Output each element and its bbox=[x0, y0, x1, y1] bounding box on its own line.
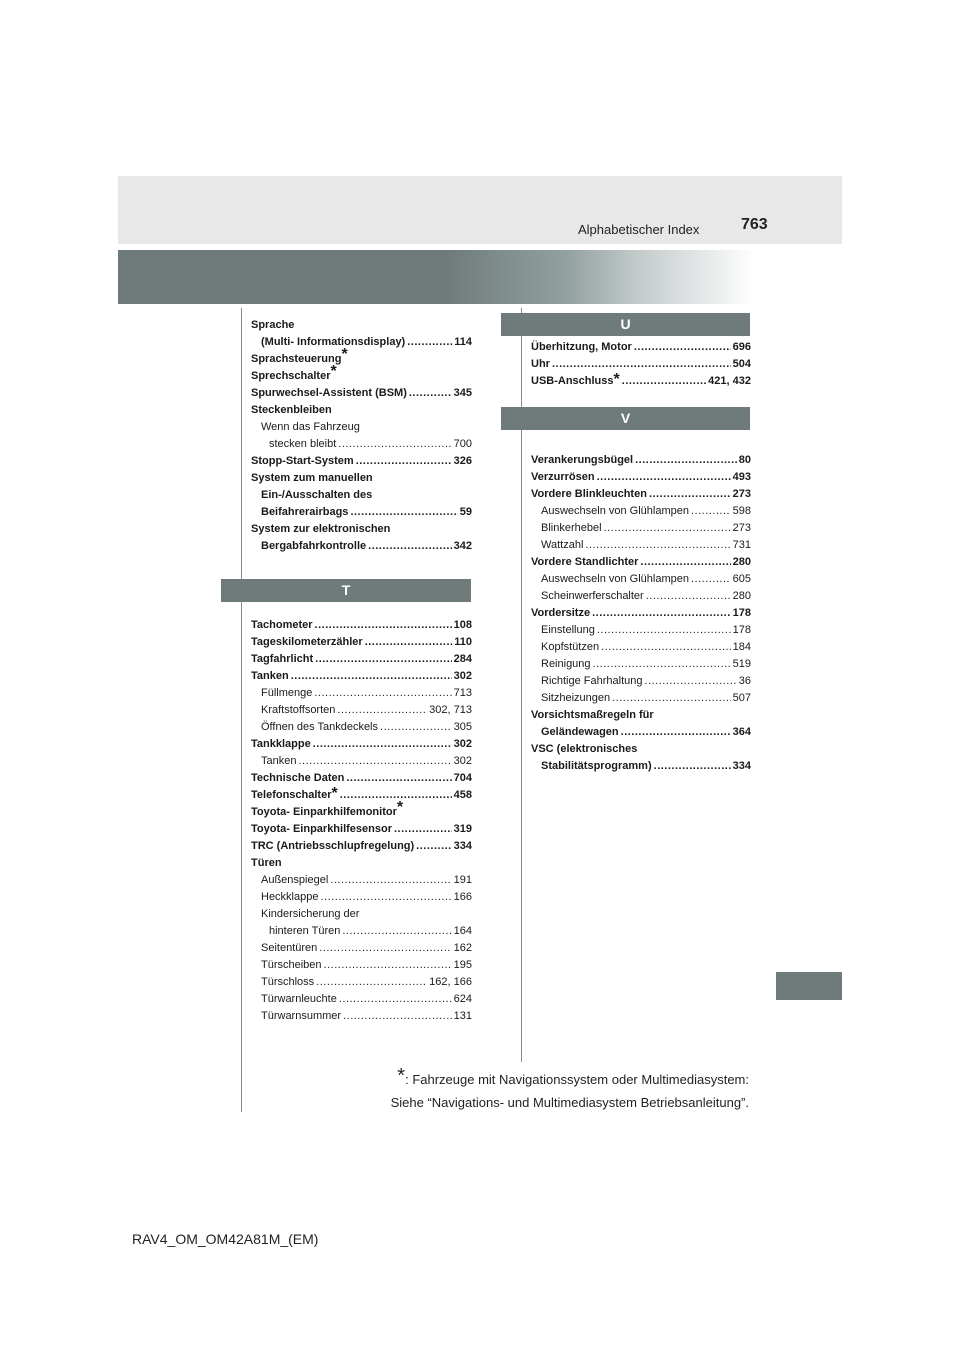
index-entry-term: Wattzahl bbox=[541, 539, 584, 551]
index-entry-page: 195 bbox=[453, 959, 472, 971]
dot-leader bbox=[649, 486, 731, 503]
index-entry bbox=[531, 741, 751, 758]
index-entry-term: Geländewagen bbox=[541, 726, 619, 738]
index-entry-page: 326 bbox=[453, 455, 472, 467]
index-entry bbox=[251, 346, 472, 368]
left-column bbox=[251, 317, 472, 1025]
index-entry-term: Kopfstützen bbox=[541, 641, 600, 653]
index-entry-term: Sprachsteuerung bbox=[251, 353, 342, 365]
dot-leader bbox=[314, 685, 451, 702]
index-entry-page: 59 bbox=[459, 506, 472, 518]
section-title: Alphabetischer Index bbox=[578, 222, 700, 237]
index-entry-term: Steckenbleiben bbox=[251, 404, 332, 416]
dot-leader bbox=[634, 339, 731, 356]
dot-leader bbox=[342, 923, 451, 940]
index-entry-term: System zum manuellen bbox=[251, 472, 373, 484]
index-entry-page: 178 bbox=[732, 624, 751, 636]
index-entry-page: 319 bbox=[453, 823, 472, 835]
index-entry-page: 191 bbox=[453, 874, 472, 886]
index-entry-page: 280 bbox=[732, 590, 751, 602]
footnote-line-2: Siehe “Navigations- und Multimediasystem Betriebsanleitung”. bbox=[390, 1095, 749, 1110]
dot-leader bbox=[298, 753, 451, 770]
index-entry-page: 493 bbox=[732, 471, 751, 483]
index-entry-term: Beifahrerairbags bbox=[261, 506, 349, 518]
index-entry-term: Kraftstoffsorten bbox=[261, 704, 336, 716]
index-entry-term: Toyota- Einparkhilfemonitor bbox=[251, 806, 397, 818]
dot-leader bbox=[350, 504, 457, 521]
dot-leader bbox=[654, 758, 731, 775]
footnote-star: * bbox=[397, 1065, 406, 1087]
index-entry-page: 421, 432 bbox=[708, 375, 751, 387]
index-entry bbox=[531, 690, 751, 707]
index-entry-page: 342 bbox=[453, 540, 472, 552]
index-entry bbox=[251, 470, 472, 487]
dot-leader bbox=[343, 1008, 452, 1025]
index-entry-term: Verankerungsbügel bbox=[531, 454, 634, 466]
index-entry-page: 345 bbox=[453, 387, 472, 399]
index-entry-term: Technische Daten bbox=[251, 772, 345, 784]
dot-leader bbox=[315, 651, 452, 668]
index-entry-term: Türschloss bbox=[261, 976, 315, 988]
index-entry-term: Tagfahrlicht bbox=[251, 653, 314, 665]
index-entry bbox=[531, 356, 751, 373]
index-entry bbox=[531, 605, 751, 622]
dot-leader bbox=[409, 385, 452, 402]
dot-leader bbox=[346, 770, 451, 787]
index-entry bbox=[531, 639, 751, 656]
index-entry bbox=[251, 402, 472, 419]
index-entry-term: Türscheiben bbox=[261, 959, 322, 971]
index-entry bbox=[531, 339, 751, 356]
index-entry-page: 131 bbox=[453, 1010, 472, 1022]
index-entry-term: Spurwechsel-Assistent (BSM) bbox=[251, 387, 407, 399]
index-entry bbox=[251, 821, 472, 838]
index-entry-page: 624 bbox=[453, 993, 472, 1005]
index-entry-term: Bergabfahrkontrolle bbox=[261, 540, 367, 552]
index-entry-term: Scheinwerferschalter bbox=[541, 590, 644, 602]
dot-leader bbox=[337, 702, 427, 719]
dot-leader bbox=[368, 538, 452, 555]
dot-leader bbox=[691, 571, 731, 588]
index-entry bbox=[251, 685, 472, 702]
index-entry bbox=[251, 799, 472, 821]
header-band bbox=[118, 250, 842, 304]
right-column bbox=[531, 339, 751, 775]
dot-leader bbox=[339, 991, 452, 1008]
index-entry-page: 110 bbox=[454, 636, 472, 648]
entries-t-group bbox=[251, 617, 472, 1025]
dot-leader bbox=[585, 537, 730, 554]
index-entry-page: 704 bbox=[453, 772, 472, 784]
index-entry bbox=[251, 504, 472, 521]
dot-leader bbox=[330, 872, 451, 889]
index-entry-term: Kindersicherung der bbox=[261, 908, 360, 920]
index-entry bbox=[251, 521, 472, 538]
index-entry: USB-Anschluss * ..... 421, 432 bbox=[531, 373, 751, 390]
index-entry bbox=[251, 855, 472, 872]
index-entry-page: 334 bbox=[732, 760, 751, 772]
dot-leader bbox=[313, 736, 452, 753]
index-entry-page: 114 bbox=[454, 336, 472, 348]
footnote-marker: * bbox=[330, 363, 337, 380]
index-entry-page: 305 bbox=[453, 721, 472, 733]
footnote-marker: * bbox=[396, 799, 404, 816]
index-entry bbox=[531, 469, 751, 486]
index-entry-page: 504 bbox=[732, 358, 751, 370]
index-entry bbox=[251, 957, 472, 974]
index-entry bbox=[251, 991, 472, 1008]
dot-leader bbox=[416, 838, 451, 855]
document-code: RAV4_OM_OM42A81M_(EM) bbox=[132, 1231, 319, 1247]
index-entry bbox=[251, 419, 472, 436]
index-entry-term: Ein-/Ausschalten des bbox=[261, 489, 373, 501]
index-entry-page: 302, 713 bbox=[429, 704, 472, 716]
index-entry-page: 458 bbox=[453, 789, 472, 801]
dot-leader bbox=[691, 503, 731, 520]
index-entry-term: Tanken bbox=[261, 755, 297, 767]
header-bar bbox=[118, 176, 842, 244]
letter-bar-u bbox=[501, 313, 750, 336]
index-entry-page: 605 bbox=[732, 573, 751, 585]
index-entry-page: 302 bbox=[453, 670, 472, 682]
index-entry bbox=[531, 520, 751, 537]
index-entry-term: Richtige Fahrhaltung bbox=[541, 675, 643, 687]
dot-leader bbox=[338, 436, 451, 453]
dot-leader bbox=[601, 639, 731, 656]
index-entry-page: 713 bbox=[453, 687, 472, 699]
index-entry-page: 334 bbox=[453, 840, 472, 852]
index-entry bbox=[531, 537, 751, 554]
index-entry-term: Öffnen des Tankdeckels bbox=[261, 721, 379, 733]
dot-leader bbox=[394, 821, 452, 838]
index-entry-term: Auswechseln von Glühlampen bbox=[541, 573, 689, 585]
index-entry bbox=[531, 452, 751, 469]
entries-s-group bbox=[251, 317, 472, 555]
index-entry-term: Überhitzung, Motor bbox=[531, 341, 632, 353]
index-entry-term: Vordere Standlichter bbox=[531, 556, 639, 568]
dot-leader bbox=[597, 622, 731, 639]
index-entry-term: TRC (Antriebsschlupfregelung) bbox=[251, 840, 415, 852]
index-entry-term: Tachometer bbox=[251, 619, 313, 631]
index-entry bbox=[251, 974, 472, 991]
footnote-marker: * bbox=[341, 346, 348, 363]
index-entry-term: Seitentüren bbox=[261, 942, 318, 954]
index-entry-term: Außenspiegel bbox=[261, 874, 329, 886]
dot-leader bbox=[646, 588, 731, 605]
index-entry-term: Sitzheizungen bbox=[541, 692, 611, 704]
dot-leader bbox=[645, 673, 737, 690]
dot-leader bbox=[593, 656, 731, 673]
index-entry-term: Stabilitätsprogramm) bbox=[541, 760, 652, 772]
index-entry-page: 700 bbox=[453, 438, 472, 450]
index-entry bbox=[531, 554, 751, 571]
dot-leader bbox=[552, 356, 731, 373]
footnote bbox=[390, 1065, 749, 1114]
dot-leader bbox=[319, 940, 451, 957]
index-entry-term: Wenn das Fahrzeug bbox=[261, 421, 360, 433]
dot-leader bbox=[380, 719, 452, 736]
index-entry-term: Uhr bbox=[531, 358, 550, 370]
index-entry-term: Reinigung bbox=[541, 658, 591, 670]
dot-leader bbox=[597, 469, 731, 486]
index-entry bbox=[251, 889, 472, 906]
index-entry bbox=[531, 486, 751, 503]
index-entry-term: Blinkerhebel bbox=[541, 522, 602, 534]
index-entry bbox=[251, 436, 472, 453]
index-entry-page: 280 bbox=[732, 556, 751, 568]
index-entry-page: 273 bbox=[732, 522, 751, 534]
index-entry-term: Sprechschalter bbox=[251, 370, 331, 382]
index-entry bbox=[251, 872, 472, 889]
dot-leader bbox=[621, 724, 731, 741]
index-entry bbox=[531, 758, 751, 775]
index-entry-page: 696 bbox=[732, 341, 751, 353]
index-entry bbox=[251, 487, 472, 504]
dot-leader bbox=[612, 690, 731, 707]
dot-leader bbox=[315, 617, 452, 634]
index-entry-page: 164 bbox=[453, 925, 472, 937]
dot-leader bbox=[604, 520, 731, 537]
index-entry-term: Türen bbox=[251, 857, 282, 869]
index-entry-term: Einstellung bbox=[541, 624, 595, 636]
index-entry-page: 273 bbox=[732, 488, 751, 500]
index-entry-page: 166 bbox=[453, 891, 472, 903]
index-entry-page: 731 bbox=[732, 539, 751, 551]
index-entry-page: 184 bbox=[732, 641, 751, 653]
index-entry-term: Füllmenge bbox=[261, 687, 313, 699]
index-entry: Telefonschalter * ..... 458 bbox=[251, 787, 472, 804]
index-entry-page: 519 bbox=[732, 658, 751, 670]
index-entry bbox=[251, 651, 472, 668]
index-entry-page: 302 bbox=[453, 738, 472, 750]
index-entry-term: VSC (elektronisches bbox=[531, 743, 638, 755]
dot-leader bbox=[324, 957, 452, 974]
index-entry-term: System zur elektronischen bbox=[251, 523, 391, 535]
index-entry-page: 507 bbox=[732, 692, 751, 704]
index-entry-term: Vordere Blinkleuchten bbox=[531, 488, 647, 500]
index-entry bbox=[531, 707, 751, 724]
index-entry bbox=[251, 453, 472, 470]
index-entry bbox=[251, 940, 472, 957]
dot-leader bbox=[635, 452, 737, 469]
dot-leader bbox=[622, 373, 706, 390]
index-entry bbox=[251, 838, 472, 855]
index-entry-term: USB-Anschluss bbox=[531, 375, 614, 387]
index-entry-term: Auswechseln von Glühlampen bbox=[541, 505, 689, 517]
index-entry-page: 178 bbox=[732, 607, 751, 619]
index-entry bbox=[251, 617, 472, 634]
index-entry bbox=[531, 724, 751, 741]
letter-bar-t bbox=[221, 579, 471, 602]
index-entry bbox=[251, 668, 472, 685]
index-entry-term: Vordersitze bbox=[531, 607, 591, 619]
index-entry bbox=[531, 673, 751, 690]
index-entry bbox=[251, 753, 472, 770]
dot-leader bbox=[407, 334, 452, 351]
index-entry-term: Stopp-Start-System bbox=[251, 455, 354, 467]
dot-leader bbox=[365, 634, 453, 651]
dot-leader bbox=[291, 668, 452, 685]
dot-leader bbox=[320, 889, 451, 906]
index-entry-page: 598 bbox=[732, 505, 751, 517]
index-entry bbox=[531, 588, 751, 605]
index-entry-term: Sprache bbox=[251, 319, 295, 331]
index-entry bbox=[251, 385, 472, 402]
index-entry bbox=[251, 634, 472, 651]
page-number: 763 bbox=[741, 216, 768, 233]
index-entry-term: Tankklappe bbox=[251, 738, 311, 750]
index-entry bbox=[251, 363, 472, 385]
index-entry bbox=[531, 622, 751, 639]
index-entry bbox=[251, 702, 472, 719]
dot-leader bbox=[592, 605, 731, 622]
index-entry-page: 284 bbox=[453, 653, 472, 665]
dot-leader bbox=[356, 453, 452, 470]
index-entry-page: 108 bbox=[453, 619, 472, 631]
index-entry bbox=[251, 736, 472, 753]
index-entry-page: 162 bbox=[453, 942, 472, 954]
index-entry-term: Türwarnsummer bbox=[261, 1010, 342, 1022]
index-entry-term: Tanken bbox=[251, 670, 289, 682]
index-entry bbox=[251, 906, 472, 923]
index-entry-page: 162, 166 bbox=[429, 976, 472, 988]
index-entry-term: Toyota- Einparkhilfesensor bbox=[251, 823, 392, 835]
index-entry bbox=[531, 656, 751, 673]
thumb-index-tab bbox=[776, 972, 842, 1000]
letter-u: U bbox=[501, 313, 750, 336]
index-entry bbox=[251, 1008, 472, 1025]
index-entry bbox=[251, 538, 472, 555]
dot-leader bbox=[640, 554, 730, 571]
index-entry-page: 80 bbox=[738, 454, 751, 466]
index-entry-term: stecken bleibt bbox=[269, 438, 337, 450]
letter-t: T bbox=[221, 579, 471, 602]
entries-u-group bbox=[531, 339, 751, 390]
index-entry-page: 364 bbox=[732, 726, 751, 738]
dot-leader bbox=[340, 787, 452, 804]
entries-v-group bbox=[531, 452, 751, 775]
index-entry bbox=[251, 719, 472, 736]
index-entry bbox=[251, 334, 472, 351]
index-entry-term: Türwarnleuchte bbox=[261, 993, 337, 1005]
index-entry-term: (Multi- Informationsdisplay) bbox=[261, 336, 406, 348]
index-entry-term: Verzurrösen bbox=[531, 471, 595, 483]
footnote-line-1: : Fahrzeuge mit Navigationssystem oder Multimediasystem: bbox=[405, 1072, 749, 1087]
index-entry bbox=[251, 770, 472, 787]
index-entry bbox=[251, 923, 472, 940]
index-entry-page: 302 bbox=[453, 755, 472, 767]
letter-v: V bbox=[501, 407, 750, 430]
left-margin-rule bbox=[241, 308, 242, 1112]
index-entry-term: Tageskilometerzähler bbox=[251, 636, 363, 648]
index-entry-term: hinteren Türen bbox=[269, 925, 341, 937]
index-entry bbox=[531, 503, 751, 520]
dot-leader bbox=[316, 974, 427, 991]
index-entry-term: Vorsichtsmaßregeln für bbox=[531, 709, 654, 721]
index-entry bbox=[251, 317, 472, 334]
index-entry-term: Heckklappe bbox=[261, 891, 319, 903]
index-entry-term: Telefonschalter bbox=[251, 789, 332, 801]
index-entry bbox=[531, 571, 751, 588]
index-entry-page: 36 bbox=[738, 675, 751, 687]
